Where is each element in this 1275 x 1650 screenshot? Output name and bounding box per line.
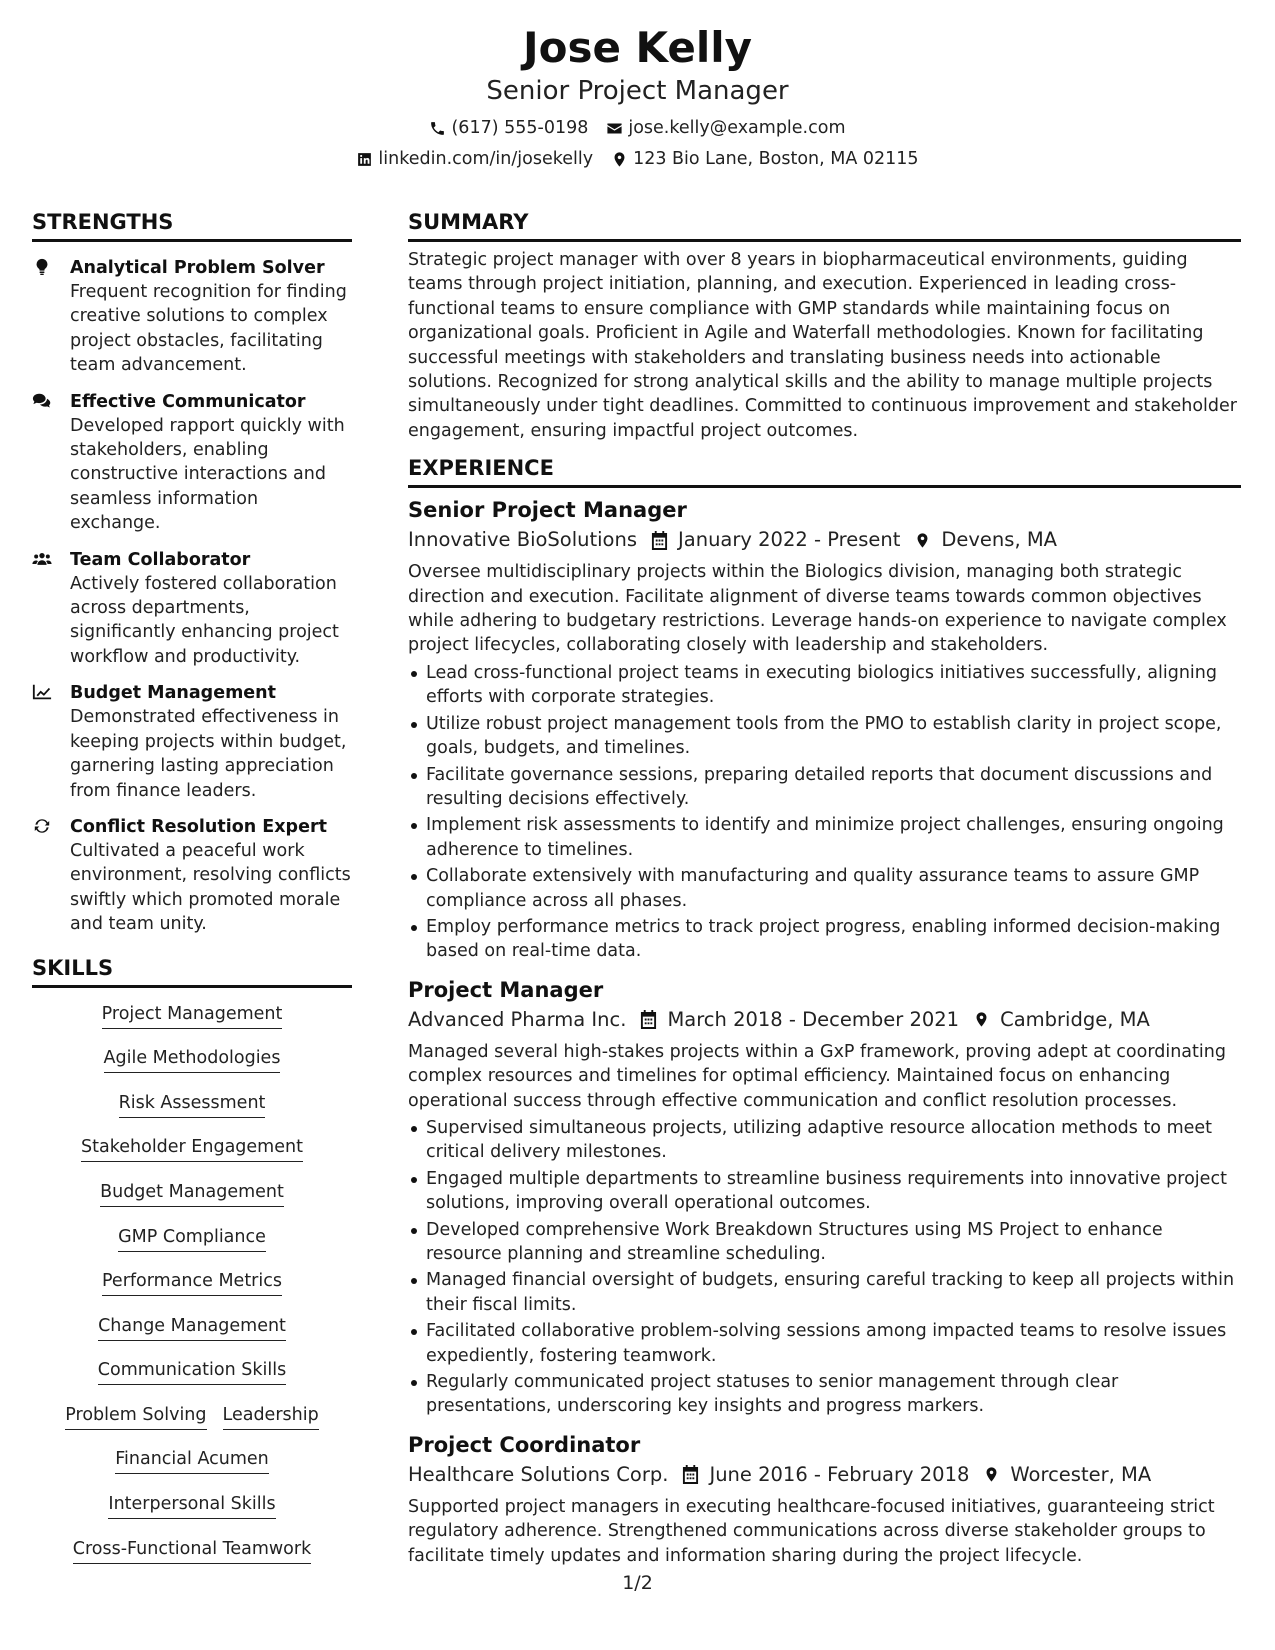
- job-dates: June 2016 - February 2018: [709, 1462, 970, 1486]
- bullet-item: Lead cross-functional project teams in executing biologics initiatives successfully, aligning efforts with corporate strategies.: [426, 661, 1241, 710]
- bullet-item: Facilitate governance sessions, preparing detailed reports that document discussions and resulting decisions effectively.: [426, 763, 1241, 812]
- skill-tag: Communication Skills: [98, 1359, 286, 1385]
- job-location: Worcester, MA: [1010, 1462, 1152, 1486]
- job-location: Cambridge, MA: [1000, 1007, 1150, 1031]
- bullet-item: Collaborate extensively with manufacturing and quality assurance teams to assure GMP compliance across all phases.: [426, 864, 1241, 913]
- strength-item: [32, 815, 352, 937]
- calendar-icon: [682, 1465, 699, 1484]
- phone-icon: [429, 120, 446, 137]
- job-title: Project Coordinator: [408, 1432, 641, 1457]
- phone-contact[interactable]: [429, 116, 588, 140]
- contact-row-1: [0, 116, 1275, 140]
- job-company: Advanced Pharma Inc.: [408, 1007, 627, 1031]
- job-description: Managed several high-stakes projects within a GxP framework, proving adept at coordinating complex resources and timelines for optimal efficiency. Maintained focus on enhancing operational success through effective communication and conflict resolution processes.: [408, 1041, 1226, 1111]
- strengths-list: [32, 242, 352, 937]
- job-description: Supported project managers in executing healthcare-focused initiatives, guaranteeing strict regulatory adherence. Strengthened communications across diverse stakeholder groups to facilitate timely updates and information sharing during the project lifecycle.: [408, 1496, 1215, 1566]
- lightbulb-icon: [32, 258, 54, 278]
- bullet-item: Engaged multiple departments to streamline business requirements into innovative project solutions, improving overall operational outcomes.: [426, 1167, 1241, 1216]
- skill-tag: Financial Acumen: [115, 1448, 268, 1474]
- strength-item: [32, 681, 352, 803]
- skill-tag: Problem Solving: [65, 1404, 206, 1430]
- strength-title: Team Collaborator: [70, 549, 251, 570]
- summary-text: Strategic project manager with over 8 years in biopharmaceutical environments, guiding teams through project initiation, planning, and execution. Experienced in leading cross-functional teams to ensure compliance with GMP standards while maintaining focus on organizational goals. Proficient in Agile and Waterfall methodologies. Known for facilitating successful meetings with stakeholders and translating business needs into actionable solutions. Recognized for strong analytical skills and the ability to manage multiple projects simultaneously under tight deadlines. Committed to continuous improvement and stakeholder engagement, ensuring impactful project outcomes.: [408, 250, 1237, 441]
- job-dates: March 2018 - December 2021: [667, 1007, 960, 1031]
- bullet-item: Supervised simultaneous projects, utilizing adaptive resource allocation methods to meet critical delivery milestones.: [426, 1116, 1241, 1165]
- strength-title: Effective Communicator: [70, 391, 306, 412]
- linkedin-text: linkedin.com/in/josekelly: [378, 149, 594, 169]
- strength-title: Analytical Problem Solver: [70, 258, 325, 278]
- resume-header: [0, 22, 1275, 171]
- strength-title: Budget Management: [70, 683, 276, 704]
- job-entry: [408, 976, 1241, 1419]
- job-entry: [408, 496, 1241, 964]
- left-column: [32, 208, 352, 1573]
- map-marker-icon: [914, 531, 931, 550]
- bullet-item: Employ performance metrics to track project progress, enabling informed decision-making based on real-time data.: [426, 915, 1241, 964]
- page-number: 1/2: [622, 1572, 653, 1594]
- bullet-item: Implement risk assessments to identify and minimize project challenges, ensuring ongoing adherence to timelines.: [426, 813, 1241, 862]
- strength-item: [32, 390, 352, 536]
- map-marker-icon: [973, 1010, 990, 1029]
- job-title: Senior Project Manager: [408, 498, 687, 523]
- candidate-name: Jose Kelly: [522, 23, 753, 72]
- bullet-item: Regularly communicated project statuses to senior management through clear presentations, underscoring key insights and progress markers.: [426, 1370, 1241, 1419]
- experience-section: [408, 454, 1241, 1568]
- job-bullets: [408, 661, 1241, 964]
- bullet-item: Utilize robust project management tools from the PMO to establish clarity in project scope, goals, budgets, and timelines.: [426, 712, 1241, 761]
- skill-tag: Cross-Functional Teamwork: [73, 1538, 311, 1564]
- map-marker-icon: [611, 151, 628, 168]
- skill-tag: Agile Methodologies: [104, 1047, 281, 1073]
- map-marker-icon: [983, 1465, 1000, 1484]
- skills-heading: SKILLS: [32, 954, 352, 988]
- skill-tag: Performance Metrics: [102, 1270, 282, 1296]
- bullet-item: Developed comprehensive Work Breakdown Structures using MS Project to enhance resource planning and streamline scheduling.: [426, 1218, 1241, 1267]
- users-icon: [32, 550, 54, 570]
- job-location: Devens, MA: [941, 528, 1058, 552]
- job-dates: January 2022 - Present: [678, 528, 901, 552]
- skill-tag: Budget Management: [100, 1181, 284, 1207]
- strength-desc: Cultivated a peaceful work environment, resolving conflicts swiftly which promoted morale and team unity.: [70, 840, 351, 935]
- experience-heading: EXPERIENCE: [408, 454, 1241, 488]
- skill-tag: GMP Compliance: [118, 1226, 266, 1252]
- skill-tag: Leadership: [223, 1404, 319, 1430]
- address-text: 123 Bio Lane, Boston, MA 02115: [633, 149, 919, 169]
- email-text: jose.kelly@example.com: [628, 118, 846, 138]
- job-company: Healthcare Solutions Corp.: [408, 1462, 669, 1486]
- strength-item: [32, 548, 352, 670]
- job-meta: [408, 1461, 1241, 1489]
- bullet-item: Facilitated collaborative problem-solving sessions among impacted teams to resolve issues expediently, fostering teamwork.: [426, 1319, 1241, 1368]
- skills-section: [32, 954, 352, 1574]
- sync-icon: [32, 817, 54, 837]
- right-column: [408, 208, 1241, 1568]
- job-bullets: [408, 1116, 1241, 1419]
- skills-list: [32, 988, 352, 1574]
- skill-tag: Change Management: [98, 1315, 286, 1341]
- strength-title: Conflict Resolution Expert: [70, 816, 327, 837]
- linkedin-contact[interactable]: [356, 147, 593, 171]
- skill-tag: Stakeholder Engagement: [81, 1136, 303, 1162]
- email-contact[interactable]: [606, 116, 845, 140]
- job-title: Project Manager: [408, 977, 604, 1002]
- envelope-icon: [606, 120, 623, 137]
- skill-tag: Interpersonal Skills: [108, 1493, 275, 1519]
- strength-desc: Developed rapport quickly with stakeholders, enabling constructive interactions and seamless information exchange.: [70, 415, 345, 534]
- calendar-icon: [640, 1010, 657, 1029]
- job-company: Innovative BioSolutions: [408, 528, 638, 552]
- strength-item: [32, 256, 352, 378]
- bullet-item: Managed financial oversight of budgets, ensuring careful tracking to keep all projects within their fiscal limits.: [426, 1268, 1241, 1317]
- strength-desc: Demonstrated effectiveness in keeping projects within budget, garnering lasting appreciation from finance leaders.: [70, 707, 347, 801]
- contact-row-2: [0, 147, 1275, 171]
- job-entry: [408, 1431, 1241, 1568]
- skill-tag: Risk Assessment: [119, 1092, 266, 1118]
- job-meta: [408, 526, 1241, 554]
- comments-icon: [32, 392, 54, 412]
- strengths-heading: STRENGTHS: [32, 208, 352, 242]
- calendar-icon: [651, 531, 668, 550]
- strength-desc: Actively fostered collaboration across departments, significantly enhancing project workflow and productivity.: [70, 573, 339, 667]
- linkedin-icon: [356, 151, 373, 168]
- phone-text: (617) 555-0198: [451, 118, 589, 138]
- strength-desc: Frequent recognition for finding creative solutions to complex project obstacles, facilitating team advancement.: [70, 282, 347, 376]
- address-contact: [611, 147, 918, 171]
- job-meta: [408, 1006, 1241, 1034]
- chart-line-icon: [32, 683, 54, 703]
- job-description: Oversee multidisciplinary projects within the Biologics division, managing both strategic direction and execution. Facilitate alignment of diverse teams towards common objectives while adhering to budgetary restrictions. Leverage hands-on experience to navigate complex project lifecycles, collaborating closely with leadership and stakeholders.: [408, 562, 1227, 656]
- skill-tag: Project Management: [102, 1003, 283, 1029]
- candidate-title: Senior Project Manager: [486, 76, 789, 106]
- summary-heading: SUMMARY: [408, 208, 1241, 242]
